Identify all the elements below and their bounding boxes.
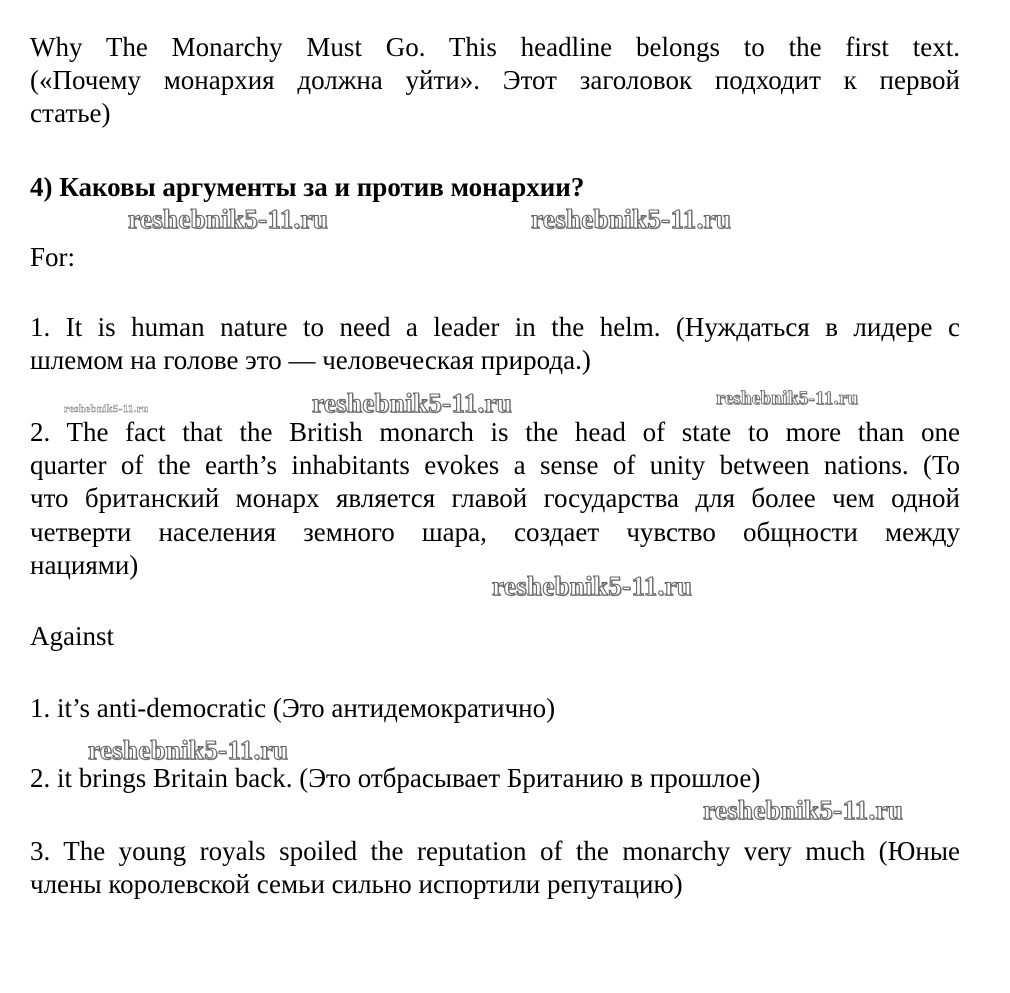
question-heading: 4) Каковы аргументы за и против монархии? xyxy=(30,172,585,202)
watermark: reshebnik5-11.ru xyxy=(716,388,859,409)
watermark: reshebnik5-11.ru xyxy=(88,735,289,765)
for-item-1-line-2: шлемом на голове это — человеческая природа.) xyxy=(30,345,591,375)
for-item-2-line-4: четверти населения земного шара, создает чувство общности между xyxy=(30,517,960,547)
watermark: reshebnik5-11.ru xyxy=(128,204,329,234)
intro-line-2: («Почему монархия должна уйти». Этот заголовок подходит к первой xyxy=(30,65,960,95)
for-item-2-line-2: quarter of the earth’s inhabitants evokes a sense of unity between nations. (То xyxy=(30,450,960,480)
against-item-3-line-1: 3. The young royals spoiled the reputation of the monarchy very much (Юные xyxy=(30,836,960,866)
for-item-2-line-3: что британский монарх является главой государства для более чем одной xyxy=(30,483,960,513)
against-item-1-line-1: 1. it’s anti-democratic (Это антидемократично) xyxy=(30,693,556,723)
against-item-2-line-1: 2. it brings Britain back. (Это отбрасывает Британию в прошлое) xyxy=(30,763,761,793)
for-item-2-line-1: 2. The fact that the British monarch is the head of state to more than one xyxy=(30,417,960,447)
for-item-1-line-1: 1. It is human nature to need a leader in the helm. (Нуждаться в лидере с xyxy=(30,312,960,342)
watermark: reshebnik5-11.ru xyxy=(312,388,513,418)
against-item-3-line-2: члены королевской семьи сильно испортили репутацию) xyxy=(30,869,683,899)
against-label: Against xyxy=(30,621,114,651)
intro-line-1: Why The Monarchy Must Go. This headline belongs to the first text. xyxy=(30,32,960,62)
watermark: reshebnik5-11.ru xyxy=(64,403,149,415)
intro-line-3: статье) xyxy=(30,98,111,128)
for-item-2-line-5: нациями) xyxy=(30,550,139,580)
watermark: reshebnik5-11.ru xyxy=(531,204,732,234)
watermark: reshebnik5-11.ru xyxy=(703,795,904,825)
watermark: reshebnik5-11.ru xyxy=(492,571,693,601)
for-label: For: xyxy=(30,242,76,272)
